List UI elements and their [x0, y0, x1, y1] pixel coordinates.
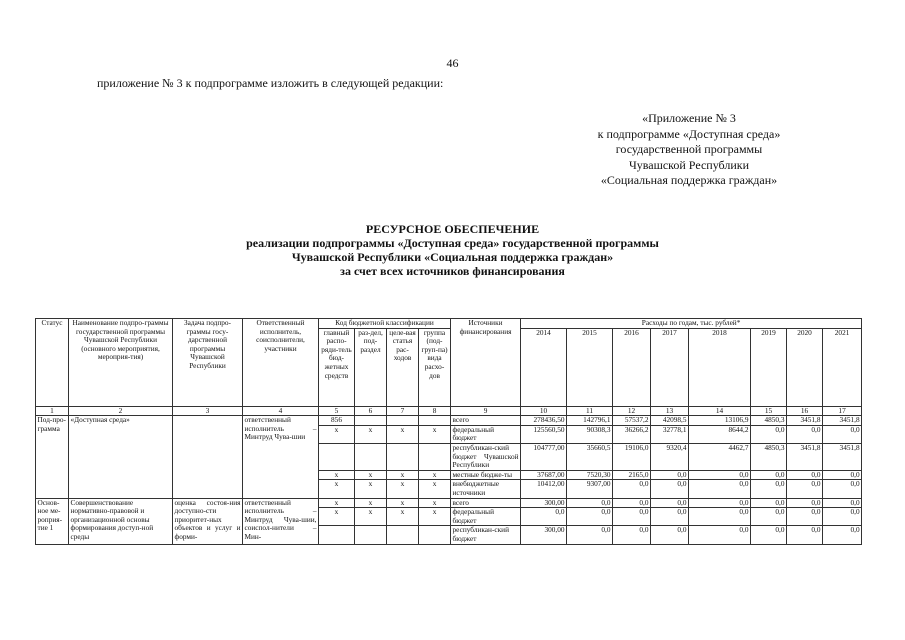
header-status: Статус — [36, 319, 69, 407]
heading-line: за счет всех источников финансирования — [340, 264, 565, 278]
value-cell: 0,0 — [787, 470, 823, 480]
row-executor: ответственный исполнитель – Минтруд Чува-шии — [243, 416, 319, 498]
value-cell: 0,0 — [751, 470, 787, 480]
value-cell: 3451,8 — [787, 416, 823, 426]
value-cell: 0,0 — [787, 425, 823, 443]
appendix-block — [539, 111, 839, 189]
value-cell: 0,0 — [823, 425, 862, 443]
header-grbs: главный распо-ряди-тель бюд-жетных средств — [319, 328, 355, 406]
value-cell: 0,0 — [823, 508, 862, 526]
code-cell: x — [319, 508, 355, 526]
value-cell: 2165,0 — [613, 470, 651, 480]
header-row — [36, 319, 862, 329]
code-cell: x — [355, 470, 387, 480]
source-cell: федеральный бюджет — [451, 508, 521, 526]
source-cell: всего — [451, 416, 521, 426]
value-cell: 0,0 — [613, 498, 651, 508]
value-cell: 0,0 — [567, 498, 613, 508]
col-number: 15 — [751, 406, 787, 416]
value-cell: 0,0 — [651, 480, 689, 498]
value-cell: 125560,50 — [521, 425, 567, 443]
value-cell: 13106,9 — [689, 416, 751, 426]
value-cell: 10412,00 — [521, 480, 567, 498]
code-cell: x — [319, 425, 355, 443]
value-cell: 0,0 — [651, 508, 689, 526]
document-heading — [0, 222, 905, 278]
col-number: 7 — [387, 406, 419, 416]
value-cell: 36266,2 — [613, 425, 651, 443]
col-number: 4 — [243, 406, 319, 416]
col-number: 8 — [419, 406, 451, 416]
value-cell: 0,0 — [613, 480, 651, 498]
value-cell: 0,0 — [751, 425, 787, 443]
value-cell: 0,0 — [689, 498, 751, 508]
col-number: 5 — [319, 406, 355, 416]
value-cell: 0,0 — [567, 526, 613, 544]
value-cell: 0,0 — [751, 508, 787, 526]
table-row — [36, 416, 862, 426]
col-number: 14 — [689, 406, 751, 416]
value-cell: 0,0 — [613, 508, 651, 526]
value-cell: 0,0 — [689, 470, 751, 480]
code-cell: x — [319, 498, 355, 508]
row-status: Основ-ное ме-роприя-тие 1 — [36, 498, 69, 544]
value-cell: 35660,5 — [567, 443, 613, 470]
code-cell: x — [387, 425, 419, 443]
value-cell: 9307,00 — [567, 480, 613, 498]
code-cell: x — [419, 498, 451, 508]
code-cell — [419, 416, 451, 426]
appendix-line: к подпрограмме «Доступная среда» — [597, 126, 781, 141]
header-vr: группа (под-груп-па) вида расхо-дов — [419, 328, 451, 406]
appendix-line: государственной программы — [615, 142, 763, 156]
code-cell — [387, 526, 419, 544]
value-cell: 0,0 — [651, 526, 689, 544]
value-cell: 3451,8 — [823, 443, 862, 470]
heading-line: РЕСУРСНОЕ ОБЕСПЕЧЕНИЕ — [365, 222, 540, 236]
header-task: Задача подпро-граммы госу-дарственной программы Чувашской Республики — [173, 319, 243, 407]
code-cell: 856 — [319, 416, 355, 426]
appendix-line: Чувашской Республики — [628, 157, 750, 172]
source-cell: внебюджетные источники — [451, 480, 521, 498]
value-cell: 4850,3 — [751, 416, 787, 426]
col-number: 13 — [651, 406, 689, 416]
header-year: 2018 — [689, 328, 751, 406]
code-cell: x — [355, 508, 387, 526]
col-number: 1 — [36, 406, 69, 416]
header-year: 2015 — [567, 328, 613, 406]
value-cell: 19106,0 — [613, 443, 651, 470]
value-cell: 42098,5 — [651, 416, 689, 426]
code-cell: x — [355, 498, 387, 508]
heading-line: реализации подпрограммы «Доступная среда» государственной программы — [246, 236, 659, 250]
page-number: 46 — [446, 56, 459, 70]
header-csr: целе-вая статья рас-ходов — [387, 328, 419, 406]
value-cell: 300,00 — [521, 526, 567, 544]
code-cell: x — [355, 480, 387, 498]
code-cell: x — [419, 470, 451, 480]
appendix-line: «Социальная поддержка граждан» — [600, 173, 778, 187]
header-source: Источники финансирования — [451, 319, 521, 407]
col-number: 2 — [69, 406, 173, 416]
code-cell — [355, 416, 387, 426]
value-cell: 0,0 — [651, 470, 689, 480]
col-number: 10 — [521, 406, 567, 416]
source-cell: всего — [451, 498, 521, 508]
value-cell: 0,0 — [823, 470, 862, 480]
value-cell: 0,0 — [751, 498, 787, 508]
code-cell — [387, 443, 419, 470]
source-cell: республикан-ский бюджет Чувашской Республики — [452, 443, 519, 470]
value-cell: 142796,1 — [567, 416, 613, 426]
header-executor: Ответственный исполнитель, соисполнители, участники — [243, 319, 319, 407]
header-razdel: раз-дел, под-раздел — [355, 328, 387, 406]
header-name: Наименование подпро-граммы государственной программы Чувашской Республики (основного мероприятия, мероприя-тия) — [69, 319, 173, 407]
col-number: 6 — [355, 406, 387, 416]
value-cell: 0,0 — [521, 508, 567, 526]
value-cell: 9320,4 — [651, 443, 689, 470]
source-cell: республикан-ский бюджет — [451, 526, 521, 544]
value-cell: 0,0 — [787, 526, 823, 544]
code-cell: x — [355, 425, 387, 443]
col-number: 12 — [613, 406, 651, 416]
value-cell: 300,00 — [521, 498, 567, 508]
code-cell: x — [419, 508, 451, 526]
row-task: оценка состоя-ния доступно-сти приоритет-ных объектов и услуг и форми- — [173, 498, 243, 544]
row-name: Совершенствование нормативно-правовой и организационной основы формирования доступ-ной среды — [69, 498, 173, 544]
col-number: 3 — [173, 406, 243, 416]
value-cell: 37687,00 — [521, 470, 567, 480]
code-cell: x — [387, 508, 419, 526]
code-cell: x — [319, 480, 355, 498]
value-cell: 0,0 — [787, 498, 823, 508]
header-year: 2020 — [787, 328, 823, 406]
value-cell: 90308,3 — [567, 425, 613, 443]
header-year: 2017 — [651, 328, 689, 406]
col-number: 11 — [567, 406, 613, 416]
code-cell — [319, 526, 355, 544]
value-cell: 8644,2 — [689, 425, 751, 443]
source-cell: федеральный бюджет — [451, 425, 521, 443]
code-cell: x — [387, 470, 419, 480]
value-cell: 4462,7 — [689, 443, 751, 470]
value-cell: 0,0 — [689, 526, 751, 544]
value-cell: 0,0 — [751, 480, 787, 498]
row-status: Под-про-грамма — [36, 416, 69, 498]
code-cell: x — [387, 480, 419, 498]
header-expenses: Расходы по годам, тыс. рублей* — [521, 319, 862, 329]
value-cell: 0,0 — [787, 480, 823, 498]
value-cell: 0,0 — [689, 508, 751, 526]
value-cell: 7520,30 — [567, 470, 613, 480]
value-cell: 3451,8 — [787, 443, 823, 470]
col-number: 16 — [787, 406, 823, 416]
code-cell: x — [319, 470, 355, 480]
value-cell: 32778,1 — [651, 425, 689, 443]
code-cell — [355, 526, 387, 544]
value-cell: 57537,2 — [613, 416, 651, 426]
row-executor: ответственный исполнитель – Минтруд Чува-шии, соиспол-нители – Мин- — [243, 498, 319, 544]
value-cell: 278436,50 — [521, 416, 567, 426]
code-cell — [419, 526, 451, 544]
code-cell — [319, 443, 355, 470]
value-cell: 0,0 — [567, 508, 613, 526]
header-year: 2014 — [521, 328, 567, 406]
appendix-line: «Приложение № 3 — [642, 111, 736, 125]
code-cell — [387, 416, 419, 426]
value-cell: 0,0 — [823, 526, 862, 544]
code-cell — [419, 443, 451, 470]
heading-line: Чувашской Республики «Социальная поддержка граждан» — [291, 250, 614, 264]
code-cell: x — [387, 498, 419, 508]
row-name: «Доступная среда» — [69, 416, 173, 498]
header-year: 2016 — [613, 328, 651, 406]
resource-table — [35, 318, 862, 545]
value-cell: 0,0 — [823, 480, 862, 498]
col-number: 17 — [823, 406, 862, 416]
header-year: 2021 — [823, 328, 862, 406]
intro-text: приложение № 3 к подпрограмме изложить в следующей редакции: — [97, 76, 444, 90]
value-cell: 0,0 — [651, 498, 689, 508]
value-cell: 0,0 — [787, 508, 823, 526]
value-cell: 0,0 — [823, 498, 862, 508]
table-row — [36, 498, 862, 508]
header-budget-code: Код бюджетной классификации — [319, 319, 451, 329]
value-cell: 104777,00 — [521, 443, 567, 470]
value-cell: 4850,3 — [751, 443, 787, 470]
col-number: 9 — [451, 406, 521, 416]
code-cell — [355, 443, 387, 470]
value-cell: 0,0 — [613, 526, 651, 544]
code-cell: x — [419, 425, 451, 443]
value-cell: 3451,8 — [823, 416, 862, 426]
source-cell: местные бюдже-ты — [451, 470, 521, 480]
header-year: 2019 — [751, 328, 787, 406]
code-cell: x — [419, 480, 451, 498]
column-number-row — [36, 406, 862, 416]
row-task — [173, 416, 243, 498]
value-cell: 0,0 — [751, 526, 787, 544]
value-cell: 0,0 — [689, 480, 751, 498]
